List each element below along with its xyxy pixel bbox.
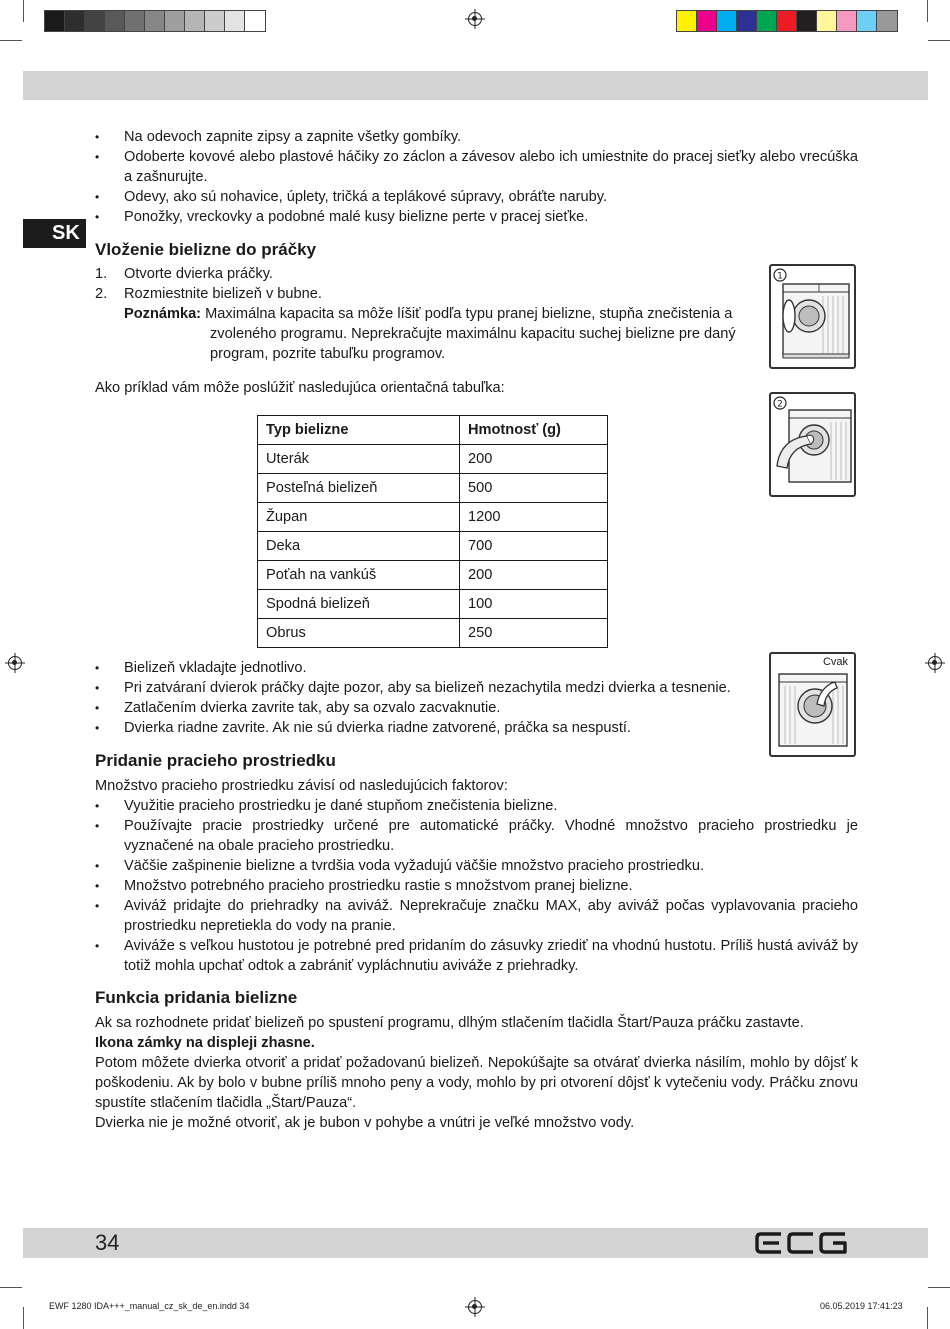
table-cell: 500: [460, 474, 608, 503]
list-item: • Na odevoch zapnite zipsy a zapnite všetky gombíky.: [95, 127, 858, 147]
color-swatch: [125, 11, 145, 31]
table-cell: 700: [460, 532, 608, 561]
color-swatch: [697, 11, 717, 31]
detergent-bullet-list: [95, 796, 858, 976]
table-row: [258, 445, 608, 474]
close-door-illustration: [769, 652, 856, 757]
note-block: [95, 304, 765, 364]
list-item: • Bielizeň vkladajte jednotlivo.: [95, 658, 775, 678]
list-item: • Používajte pracie prostriedky určené pre automatické práčky. Vhodné množstvo pracieho prostriedku je vyznačené na obale pracieho prostriedku.: [95, 816, 858, 856]
load-laundry-illustration: [769, 392, 856, 497]
paragraph: Dvierka nie je možné otvoriť, ak je bubon v pohybe a vnútri je veľké množstvo vody.: [95, 1115, 635, 1131]
list-item: • Množstvo potrebného pracieho prostriedku rastie s množstvom pranej bielizne.: [95, 876, 858, 896]
table-cell: Poťah na vankúš: [258, 561, 460, 590]
file-info: EWF 1280 IDA+++_manual_cz_sk_de_en.indd 34: [49, 1301, 250, 1311]
table-cell: 200: [460, 445, 608, 474]
registration-mark-icon: [8, 656, 22, 670]
crop-mark: [928, 40, 950, 41]
color-swatch: [205, 11, 225, 31]
paragraph: Ak sa rozhodnete pridať bielizeň po spustení programu, dlhým stlačením tlačidla Štart/Pauza práčku zastavte.: [95, 1015, 804, 1031]
registration-mark-icon: [468, 1300, 482, 1314]
list-item: • Využitie pracieho prostriedku je dané stupňom znečistenia bielizne.: [95, 796, 858, 816]
crop-mark: [928, 1287, 950, 1288]
table-cell: 1200: [460, 503, 608, 532]
washing-machine-open-icon: [771, 266, 854, 367]
color-swatch: [737, 11, 757, 31]
section-heading: Pridanie pracieho prostriedku: [95, 751, 336, 770]
color-swatch: [717, 11, 737, 31]
table-row: [258, 590, 608, 619]
table-row: [258, 619, 608, 648]
crop-mark: [927, 1307, 928, 1329]
crop-mark: [0, 40, 22, 41]
color-swatch: [225, 11, 245, 31]
paragraph: Potom môžete dvierka otvoriť a pridať požadovanú bielizeň. Nepokúšajte sa otvárať dvierka násilím, mohlo by dôjsť k poškodeniu. Ak by bolo v bubne príliš mnoho peny a vody, mohlo by pri otvorení dôjsť k vytečeniu vody. Práčku znovu spustíte stlačením tlačidla „Štart/Pauza“.: [95, 1055, 858, 1111]
crop-mark: [23, 1307, 24, 1329]
note-label: Poznámka:: [124, 306, 202, 322]
table-cell: Deka: [258, 532, 460, 561]
list-item: • Pri zatváraní dvierok práčky dajte pozor, aby sa bielizeň nezachytila medzi dvierka a tesnenie.: [95, 678, 775, 698]
color-swatch: [145, 11, 165, 31]
loading-tips-section: [95, 658, 775, 738]
paragraph-bold: Ikona zámky na displeji zhasne.: [95, 1035, 315, 1051]
list-item: • Zatlačením dvierka zavrite tak, aby sa ozvalo zacvaknutie.: [95, 698, 775, 718]
color-swatch: [817, 11, 837, 31]
ecg-logo: [755, 1231, 847, 1255]
table-intro: Ako príklad vám môže poslúžiť nasledujúca orientačná tabuľka:: [95, 380, 505, 396]
click-sound-label: Cvak: [822, 656, 848, 668]
list-item: • Väčšie zašpinenie bielizne a tvrdšia voda vyžadujú väčšie množstvo pracieho prostriedku.: [95, 856, 858, 876]
color-swatch: [105, 11, 125, 31]
color-swatch: [797, 11, 817, 31]
laundry-weight-table: [257, 415, 608, 648]
section-heading: Vloženie bielizne do práčky: [95, 240, 317, 259]
open-door-illustration: [769, 264, 856, 369]
list-item: • Dvierka riadne zavrite. Ak nie sú dvierka riadne zatvorené, práčka sa nespustí.: [95, 718, 775, 738]
color-swatch: [857, 11, 877, 31]
page-number: 34: [95, 1230, 120, 1255]
color-swatch: [165, 11, 185, 31]
table-cell: Posteľná bielizeň: [258, 474, 460, 503]
list-item: • Aviváže s veľkou hustotou je potrebné pred pridaním do zásuvky zriediť na vhodnú hustotu. Príliš hustá aviváž by totiž mohla upchať odtok a zabrániť vypláchnutiu aviváže z priehradky.: [95, 936, 858, 976]
detergent-section: [95, 750, 858, 976]
list-item: • Odevy, ako sú nohavice, úplety, tričká a teplákové súpravy, obráťte naruby.: [95, 187, 858, 207]
column-header: Typ bielizne: [258, 416, 460, 445]
section-intro: Množstvo pracieho prostriedku závisí od nasledujúcich faktorov:: [95, 778, 508, 794]
crop-mark: [927, 0, 928, 22]
list-item: • Odoberte kovové alebo plastové háčiky zo záclon a závesov alebo ich umiestnite do pracej sieťky alebo vrecúška a zašnurujte.: [95, 147, 858, 187]
color-swatch: [45, 11, 65, 31]
table-row: [258, 561, 608, 590]
color-swatch: [877, 11, 897, 31]
list-item: 2. Rozmiestnite bielizeň v bubne.: [95, 286, 322, 302]
registration-mark-icon: [928, 656, 942, 670]
table-cell: Župan: [258, 503, 460, 532]
language-tab: SK: [23, 219, 86, 248]
color-swatch: [757, 11, 777, 31]
list-item: 1. Otvorte dvierka práčky.: [95, 266, 273, 282]
intro-bullet-list: [95, 127, 858, 227]
crop-mark: [23, 0, 24, 22]
intro-section: [95, 127, 858, 227]
color-swatch: [185, 11, 205, 31]
washing-machine-loading-icon: [771, 394, 854, 495]
color-swatch: [85, 11, 105, 31]
header-bar: [23, 71, 928, 100]
table-row: [258, 503, 608, 532]
color-swatch: [677, 11, 697, 31]
loading-section: [95, 239, 765, 364]
table-cell: 100: [460, 590, 608, 619]
color-swatch: [777, 11, 797, 31]
table-cell: Obrus: [258, 619, 460, 648]
table-cell: 200: [460, 561, 608, 590]
color-swatch: [65, 11, 85, 31]
svg-text:2: 2: [777, 399, 783, 410]
washing-machine-closing-icon: [771, 654, 854, 755]
note-text: Maximálna kapacita sa môže líšiť podľa typu pranej bielizne, stupňa znečistenia a zvoleného programu. Neprekračujte maximálnu kapacitu suchej bielizne pre daný program, pozrite tabuľku programov.: [205, 306, 736, 362]
list-item: • Aviváž pridajte do priehradky na aviváž. Neprekračuje značku MAX, aby aviváž počas vyplavovania pracieho prostriedku nepretiekla do vody na pranie.: [95, 896, 858, 936]
svg-text:1: 1: [777, 271, 783, 282]
loading-tips-list: [95, 658, 775, 738]
table-cell: Uterák: [258, 445, 460, 474]
add-laundry-section: [95, 987, 858, 1133]
table-cell: Spodná bielizeň: [258, 590, 460, 619]
section-heading: Funkcia pridania bielizne: [95, 988, 298, 1007]
list-item: • Ponožky, vreckovky a podobné malé kusy bielizne perte v pracej sieťke.: [95, 207, 858, 227]
column-header: Hmotnosť (g): [460, 416, 608, 445]
crop-mark: [0, 1287, 22, 1288]
table-row: [258, 532, 608, 561]
table-cell: 250: [460, 619, 608, 648]
table-header-row: [258, 416, 608, 445]
date-info: 06.05.2019 17:41:23: [820, 1301, 903, 1311]
process-color-bar: [676, 10, 898, 32]
color-swatch: [245, 11, 265, 31]
table-row: [258, 474, 608, 503]
color-swatch: [837, 11, 857, 31]
registration-mark-icon: [468, 12, 482, 26]
step-list: [95, 264, 765, 304]
gray-color-bar: [44, 10, 266, 32]
